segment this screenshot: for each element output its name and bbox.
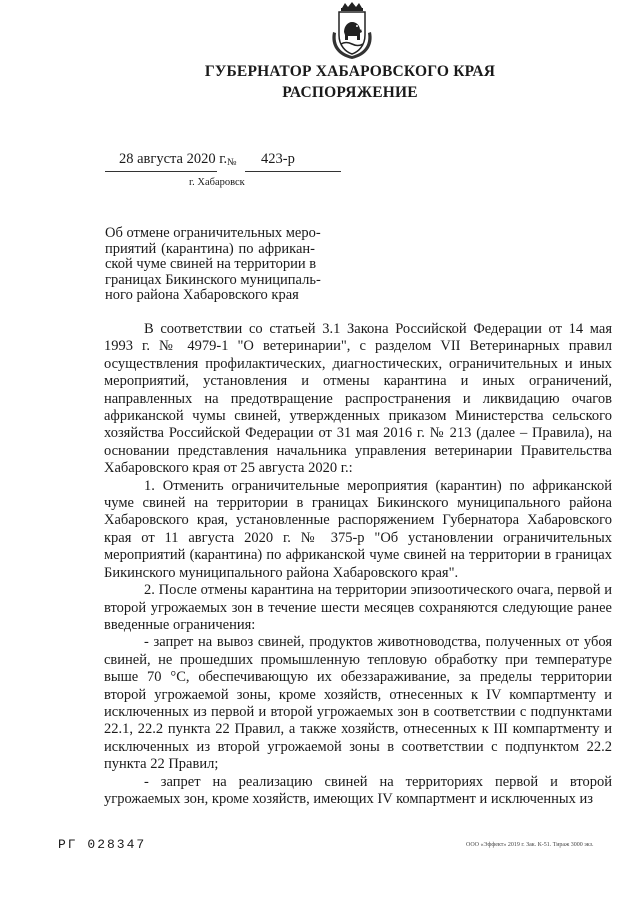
body-paragraph: 1. Отменить ограничительные мероприятия (карантин) по африканской чуме свиней на территории в границах Бикинского муниципального района Хабаровского края, установленные распоряжением Губернатора Хабаровского края от 11 августа 2020 г. № 375-р "Об установлении ограничительных мероприятий (карантина) по африканской чуме свиней на территории в границах Бикинского муниципального района Хабаровского края". [104,477,612,581]
document-number: 423-р [261,151,295,167]
form-code: РГ 028347 [58,837,147,852]
subject-line: ного района Хабаровского края [105,287,299,304]
subject-line: ской чуме свиней на территории в [105,256,317,273]
subject-line: Об отмене ограничительных меро- [105,225,321,241]
body-paragraph: В соответствии со статьей 3.1 Закона Российской Федерации от 14 мая 1993 г. № 4979-1 "О ветеринарии", с разделом VII Ветеринарных правил осуществления профилактических, диагностических, ограничительных и иных мероприятий, установления и отмены карантина и иных ограничений, направленных на предотвращение распространения и ликвидацию очагов африканской чумы свиней, утвержденных приказом Министерства сельского хозяйства Российской Федерации от 31 мая 2016 г. № 213 (далее – Правила), на основании представления начальника управления ветеринарии Правительства Хабаровского края от 25 августа 2020 г.: [104,321,612,477]
date-underline [105,171,217,172]
document-date: 28 августа 2020 г. [119,151,228,167]
body-paragraph: 2. После отмены карантина на территории эпизоотического очага, первой и второй угрожаемых зон в течение шести месяцев сохраняются следующие ранее введенные ограничения: [104,582,612,633]
coat-of-arms-icon [328,2,376,60]
document-type: РАСПОРЯЖЕНИЕ [282,84,418,101]
issue-city: г. Хабаровск [189,177,245,188]
subject-line: приятий (карантина) по африкан- [105,240,315,257]
number-sign: № [227,157,237,168]
printer-info: ООО «Эффект» 2019 г. Зак. К-51. Тираж 3000 экз. [466,842,594,848]
document-body [104,321,612,808]
subject-line: границах Бикинского муниципаль- [105,271,321,288]
document-subject [105,225,321,304]
issuer-title: ГУБЕРНАТОР ХАБАРОВСКОГО КРАЯ [204,63,496,80]
body-paragraph: - запрет на вывоз свиней, продуктов животноводства, полученных от убоя свиней, не прошедших промышленную тепловую обработку при температуре выше 70 °С, обеспечивающую их обеззараживание, за пределы территории второй угрожаемой зоны, кроме хозяйств, отнесенных к IV компартменту и исключенных из первой и второй угрожаемых зон в соответствии с подпунктами 22.1, 22.2 пункта 22 Правил, а также хозяйств, отнесенных к III компартменту и исключенных из второй угрожаемой зоны в соответствии с подпунктом 22.2 пункта 22 Правил; [104,634,612,773]
number-underline [245,171,341,172]
body-paragraph: - запрет на реализацию свиней на территориях первой и второй угрожаемых зон, кроме хозяйств, имеющих IV компартмент и исключенных из [104,773,612,807]
